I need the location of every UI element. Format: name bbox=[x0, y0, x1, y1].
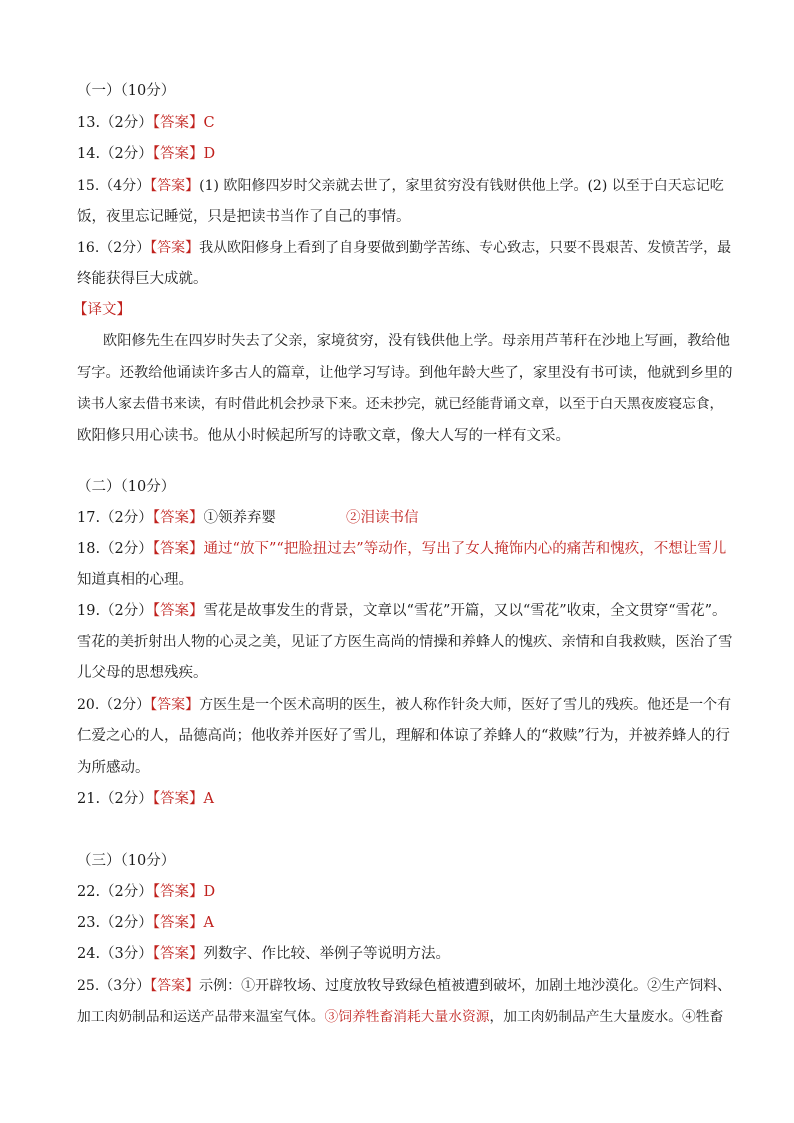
answer-text: ①领养弃婴 bbox=[203, 510, 277, 526]
answer-18 bbox=[77, 539, 726, 559]
answer-text: 示例：①开辟牧场、过度放牧导致绿色植被遭到破坏，加剧土地沙漠化。②生产饲料、 bbox=[199, 978, 732, 994]
answer-17 bbox=[77, 508, 419, 528]
section-heading-2: （二）（10分） bbox=[77, 479, 176, 495]
translation-heading: 【译文】 bbox=[73, 302, 131, 318]
question-number: 13.（2分） bbox=[77, 115, 153, 131]
answer-text: 我从欧阳修身上看到了自身要做到勤学苦练、专心致志，只要不畏艰苦、发愤苦学，最 bbox=[199, 240, 732, 256]
translation-line-1: 欧阳修先生在四岁时失去了父亲，家境贫穷，没有钱供他上学。母亲用芦苇秆在沙地上写画，教给他 bbox=[103, 333, 731, 349]
question-number: 14.（2分） bbox=[77, 146, 153, 162]
answer-text: A bbox=[203, 915, 215, 931]
question-number: 22.（2分） bbox=[77, 884, 153, 900]
answer-20-cont: 仁爱之心的人，品德高尚；他收养并医好了雪儿，理解和体谅了养蜂人的“救赎”行为，并被养蜂人的行 bbox=[77, 728, 730, 744]
translation-line-3: 读书人家去借书来读，有时借此机会抄录下来。还未抄完，就已经能背诵文章，以至于白天黑夜废寝忘食， bbox=[77, 396, 724, 412]
answer-20-cont-2: 为所感动。 bbox=[77, 760, 150, 776]
answer-24 bbox=[77, 944, 450, 964]
answer-22 bbox=[77, 882, 215, 902]
answer-19-cont: 雪花的美折射出人物的心灵之美，见证了方医生高尚的情操和养蜂人的愧疚、亲情和自我救赎，医治了雪 bbox=[77, 634, 733, 650]
translation-line-2: 写字。还教给他诵读许多古人的篇章，让他学习写诗。到他年龄大些了，家里没有书可读，他就到乡里的 bbox=[77, 365, 733, 381]
question-number: 15.（4分） bbox=[77, 178, 151, 194]
answer-tag: 【答案】 bbox=[152, 510, 204, 526]
question-number: 25.（3分） bbox=[77, 978, 151, 994]
answer-tag: 【答案】 bbox=[152, 915, 204, 931]
answer-tag: 【答案】 bbox=[150, 697, 200, 713]
answer-text: C bbox=[203, 115, 215, 131]
answer-tag: 【答案】 bbox=[150, 240, 200, 256]
question-number: 23.（2分） bbox=[77, 915, 153, 931]
answer-13 bbox=[77, 113, 215, 133]
answer-18-cont: 知道真相的心理。 bbox=[77, 572, 193, 588]
answer-25-cont: 加工肉奶制品和运送产品带来温室气体。③饲养牲畜消耗大量水资源，加工肉奶制品产生大量废水。④牲畜 bbox=[77, 1009, 724, 1025]
answer-25 bbox=[77, 976, 731, 996]
question-number: 17.（2分） bbox=[77, 510, 153, 526]
answer-16-cont: 终能获得巨大成就。 bbox=[77, 271, 208, 287]
answer-20 bbox=[77, 695, 731, 715]
answer-text: 通过“放下”“把脸扭过去”等动作，写出了女人掩饰内心的痛苦和愧疚，不想让雪儿 bbox=[203, 541, 727, 557]
answer-tag: 【答案】 bbox=[152, 884, 204, 900]
answer-text: D bbox=[203, 146, 216, 162]
answer-23 bbox=[77, 913, 214, 933]
answer-19-cont-2: 儿父母的思想残疾。 bbox=[77, 665, 208, 681]
question-number: 18.（2分） bbox=[77, 541, 153, 557]
answer-21 bbox=[77, 789, 214, 809]
translation-line-4: 欧阳修只用心读书。他从小时候起所写的诗歌文章，像大人写的一样有文采。 bbox=[77, 428, 570, 444]
answer-16 bbox=[77, 238, 731, 258]
answer-15-cont: 饭，夜里忘记睡觉，只是把读书当作了自己的事情。 bbox=[77, 209, 411, 225]
question-number: 20.（2分） bbox=[77, 697, 151, 713]
answer-text: D bbox=[203, 884, 216, 900]
answer-tag: 【答案】 bbox=[152, 541, 204, 557]
answer-text: A bbox=[203, 791, 215, 807]
answer-text-2: ②泪读书信 bbox=[346, 510, 419, 526]
section-heading-1: （一）（10分） bbox=[77, 83, 176, 99]
answer-tag: 【答案】 bbox=[152, 791, 204, 807]
answer-tag: 【答案】 bbox=[152, 603, 204, 619]
question-number: 21.（2分） bbox=[77, 791, 153, 807]
answer-tag: 【答案】 bbox=[152, 946, 204, 962]
question-number: 19.（2分） bbox=[77, 603, 153, 619]
answer-15 bbox=[77, 176, 724, 196]
answer-tag: 【答案】 bbox=[152, 146, 204, 162]
answer-text: 列数字、作比较、举例子等说明方法。 bbox=[203, 946, 451, 962]
answer-tag: 【答案】 bbox=[150, 178, 200, 194]
question-number: 24.（3分） bbox=[77, 946, 153, 962]
answer-text: (1) 欧阳修四岁时父亲就去世了，家里贫穷没有钱财供他上学。(2) 以至于白天忘记吃 bbox=[199, 178, 724, 194]
answer-tag: 【答案】 bbox=[150, 978, 200, 994]
highlighted-point: ③饲养牲畜消耗大量水资源 bbox=[324, 1009, 490, 1025]
answer-19 bbox=[77, 601, 727, 621]
section-heading-3: （三）（10分） bbox=[77, 853, 176, 869]
answer-text: 雪花是故事发生的背景，文章以“雪花”开篇，又以“雪花”收束，全文贯穿“雪花”。 bbox=[203, 603, 727, 619]
question-number: 16.（2分） bbox=[77, 240, 151, 256]
answer-tag: 【答案】 bbox=[152, 115, 204, 131]
answer-text: 方医生是一个医术高明的医生，被人称作针灸大师，医好了雪儿的残疾。他还是一个有 bbox=[199, 697, 732, 713]
answer-14 bbox=[77, 144, 215, 164]
